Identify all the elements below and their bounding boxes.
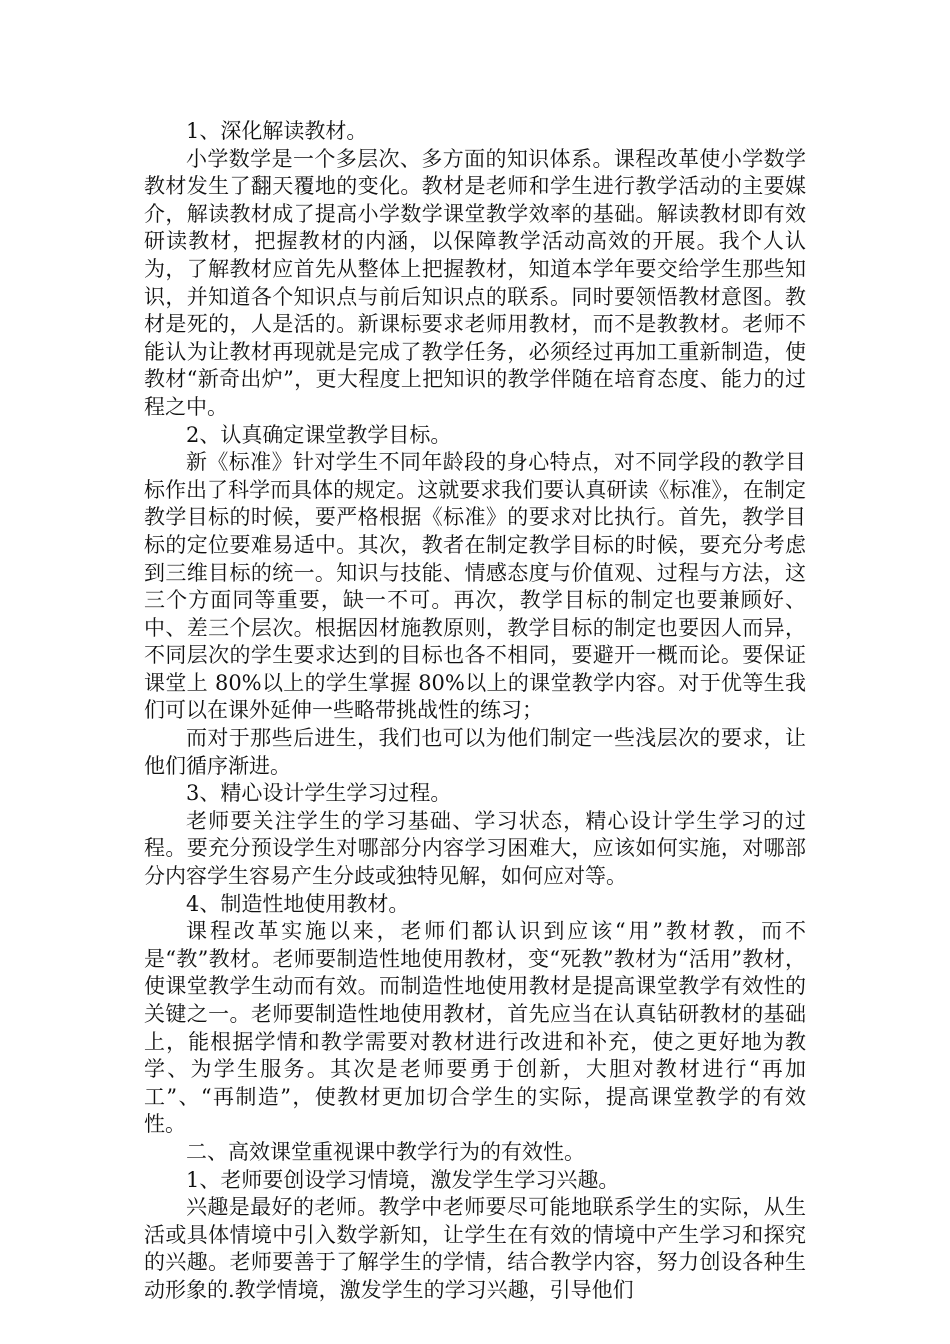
heading-learning-process: 3、精心设计学生学习过程。 bbox=[186, 781, 452, 806]
paragraph-underachievers: 而对于那些后进生，我们也可以为他们制定一些浅层次的要求，让他们循序渐进。 bbox=[144, 726, 806, 778]
paragraph-creative-textbook-use: 课程改革实施以来，老师们都认识到应该“用”教材教，而不是“教”教材。老师要制造性地使用教材，变“死教”教材为“活用”教材，使课堂教学生动而有效。而制造性地使用教材是提高课堂教学有效性的关键之一。老师要制造性地使用教材，首先应当在认真钻研教材的基础上，能根据学情和教学需要对教材进行改进和补充，使之更好地为教学、为学生服务。其次是老师要勇于创新，大胆对教材进行“再加工”、“再制造”，使教材更加切合学生的实际，提高课堂教学的有效性。 bbox=[144, 919, 806, 1137]
heading-section-two: 二、高效课堂重视课中教学行为的有效性。 bbox=[186, 1139, 585, 1164]
document-body bbox=[144, 118, 806, 1305]
paragraph-teaching-goals: 新《标准》针对学生不同年龄段的身心特点，对不同学段的教学目标作出了科学而具体的规定。这就要求我们要认真研读《标准》，在制定教学目标的时候，要严格根据《标准》的要求对比执行。首先，教学目标的定位要难易适中。其次，教者在制定教学目标的时候，要充分考虑到三维目标的统一。知识与技能、情感态度与价值观、过程与方法，这三个方面同等重要，缺一不可。再次，教学目标的制定也要兼顾好、中、差三个层次。根据因材施教原则，教学目标的制定也要因人而异，不同层次的学生要求达到的目标也各不相同，要避开一概而论。要保证课堂上 80%以上的学生掌握 80%以上的课堂教学内容。对于优等生我们可以在课外延伸一些略带挑战性的练习； bbox=[144, 450, 806, 723]
paragraph-textbook-reading: 小学数学是一个多层次、多方面的知识体系。课程改革使小学数学教材发生了翻天覆地的变化。教材是老师和学生进行教学活动的主要媒介，解读教材成了提高小学数学课堂教学效率的基础。解读教材即有效研读教材，把握教材的内涵，以保障教学活动高效的开展。我个人认为，了解教材应首先从整体上把握教材，知道本学年要交给学生那些知识，并知道各个知识点与前后知识点的联系。同时要领悟教材意图。教材是死的，人是活的。新课标要求老师用教材，而不是教教材。老师不能认为让教材再现就是完成了教学任务，必须经过再加工重新制造，使教材“新奇出炉”，更大程度上把知识的教学伴随在培育态度、能力的过程之中。 bbox=[144, 146, 806, 419]
paragraph-learning-process: 老师要关注学生的学习基础、学习状态，精心设计学生学习的过程。要充分预设学生对哪部分内容学习困难大，应该如何实施，对哪部分内容学生容易产生分歧或独特见解，如何应对等。 bbox=[144, 808, 806, 889]
heading-deepen-textbook-reading: 1、深化解读教材。 bbox=[186, 119, 368, 143]
heading-learning-situation: 1、老师要创设学习情境，激发学生学习兴趣。 bbox=[186, 1167, 620, 1192]
paragraph-learning-interest: 兴趣是最好的老师。教学中老师要尽可能地联系学生的实际，从生活或具体情境中引入数学新知，让学生在有效的情境中产生学习和探究的兴趣。老师要善于了解学生的学情，结合教学内容，努力创设各种生动形象的.教学情境，激发学生的学习兴趣，引导他们 bbox=[144, 1195, 806, 1302]
heading-creative-textbook-use: 4、制造性地使用教材。 bbox=[186, 891, 410, 916]
heading-teaching-goals: 2、认真确定课堂教学目标。 bbox=[186, 422, 452, 447]
